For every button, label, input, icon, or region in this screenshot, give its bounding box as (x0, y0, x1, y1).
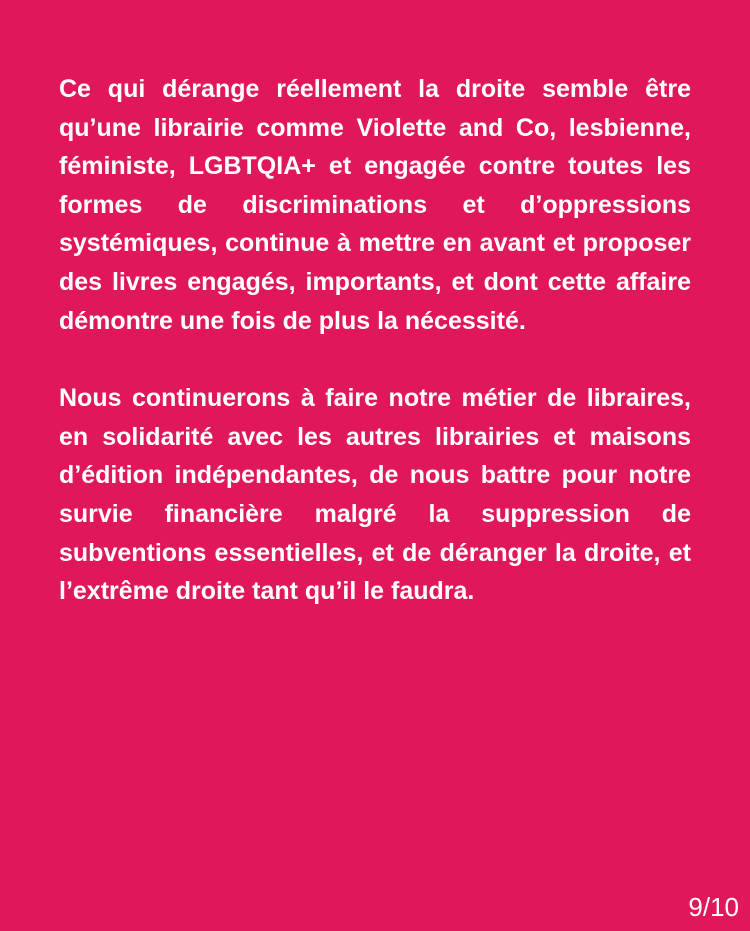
paragraph-2: Nous continuerons à faire notre métier de libraires, en solidarité avec les autres librairies et maisons d’édition indépendantes, de nous battre pour notre survie financière malgré la suppression de subventions essentielles, et de déranger la droite, et l’extrême droite tant qu’il le faudra. (59, 384, 691, 606)
page-counter: 9/10 (688, 892, 739, 922)
paragraph-1: Ce qui dérange réellement la droite semble être qu’une librairie comme Violette and Co, lesbienne, féministe, LGBTQIA+ et engagée contre toutes les formes de discriminations et d’oppressions systémiques, continue à mettre en avant et proposer des livres engagés, importants, et dont cette affaire démontre une fois de plus la nécessité. (59, 75, 691, 335)
post-body (59, 70, 691, 611)
